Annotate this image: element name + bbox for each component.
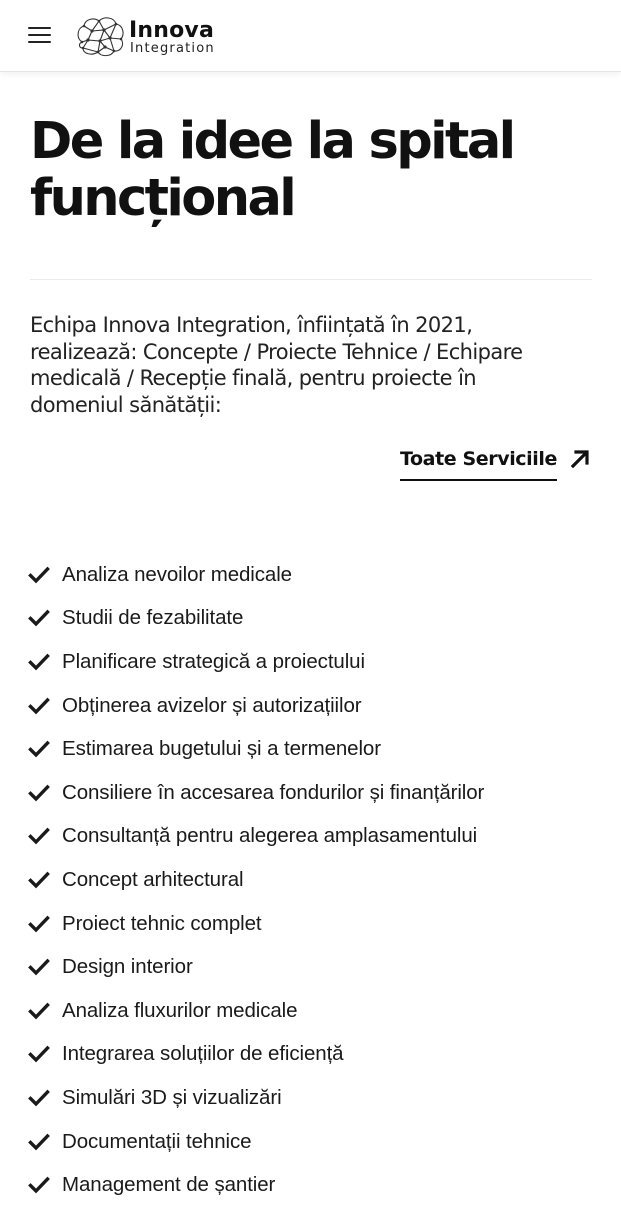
intro-paragraph: Echipa Innova Integration, înființată în 2021, realizează: Concepte / Proiecte Tehnice / Echipare medicală / Recepție finală, pentru proiecte în domeniul sănătății: bbox=[30, 313, 523, 417]
service-item bbox=[28, 1163, 608, 1207]
check-icon bbox=[28, 784, 50, 802]
check-icon bbox=[28, 871, 50, 889]
service-item bbox=[28, 1076, 608, 1120]
site-header bbox=[0, 0, 621, 72]
all-services-label: Toate Serviciile bbox=[400, 446, 557, 481]
check-icon bbox=[28, 1002, 50, 1020]
page-title-line-1: De la idee la spital bbox=[30, 112, 514, 171]
brand-logo[interactable] bbox=[74, 14, 244, 60]
service-item bbox=[28, 815, 608, 859]
check-icon bbox=[28, 740, 50, 758]
service-item bbox=[28, 771, 608, 815]
service-label: Consiliere în accesarea fondurilor și finanțărilor bbox=[62, 780, 485, 804]
service-label: Consultanță pentru alegerea amplasamentului bbox=[62, 824, 478, 848]
page-title-line-2: funcțional bbox=[30, 169, 295, 228]
check-icon bbox=[28, 697, 50, 715]
service-item bbox=[28, 597, 608, 641]
service-label: Documentații tehnice bbox=[62, 1129, 252, 1153]
check-icon bbox=[28, 1133, 50, 1151]
service-label: Obținerea avizelor și autorizațiilor bbox=[62, 693, 362, 717]
check-icon bbox=[28, 653, 50, 671]
section-divider bbox=[30, 279, 592, 280]
services-list bbox=[28, 553, 608, 1207]
service-item bbox=[28, 553, 608, 597]
service-label: Estimarea bugetului și a termenelor bbox=[62, 737, 381, 761]
arrow-up-right-icon bbox=[569, 448, 591, 470]
service-label: Studii de fezabilitate bbox=[62, 606, 244, 630]
service-label: Design interior bbox=[62, 955, 193, 979]
service-label: Management de șantier bbox=[62, 1173, 276, 1197]
brand-subtitle: Integration bbox=[130, 41, 215, 56]
service-label: Planificare strategică a proiectului bbox=[62, 649, 365, 673]
service-label: Proiect tehnic complet bbox=[62, 911, 262, 935]
service-label: Integrarea soluțiilor de eficiență bbox=[62, 1042, 344, 1066]
service-item bbox=[28, 1033, 608, 1077]
check-icon bbox=[28, 1176, 50, 1194]
service-label: Analiza nevoilor medicale bbox=[62, 562, 292, 586]
check-icon bbox=[28, 827, 50, 845]
service-item bbox=[28, 727, 608, 771]
check-icon bbox=[28, 1045, 50, 1063]
service-item bbox=[28, 902, 608, 946]
service-item bbox=[28, 640, 608, 684]
check-icon bbox=[28, 958, 50, 976]
service-label: Simulări 3D și vizualizări bbox=[62, 1085, 282, 1109]
check-icon bbox=[28, 566, 50, 584]
service-item bbox=[28, 1120, 608, 1164]
service-item bbox=[28, 684, 608, 728]
hamburger-menu-icon[interactable] bbox=[26, 22, 54, 48]
brand-name: Innova bbox=[129, 18, 215, 43]
service-item bbox=[28, 945, 608, 989]
service-label: Concept arhitectural bbox=[62, 867, 244, 891]
page-title bbox=[30, 113, 590, 227]
check-icon bbox=[28, 915, 50, 933]
all-services-link[interactable] bbox=[400, 446, 591, 481]
brain-network-logo bbox=[74, 14, 126, 60]
check-icon bbox=[28, 1089, 50, 1107]
service-item bbox=[28, 989, 608, 1033]
service-item bbox=[28, 858, 608, 902]
service-label: Analiza fluxurilor medicale bbox=[62, 998, 298, 1022]
check-icon bbox=[28, 609, 50, 627]
